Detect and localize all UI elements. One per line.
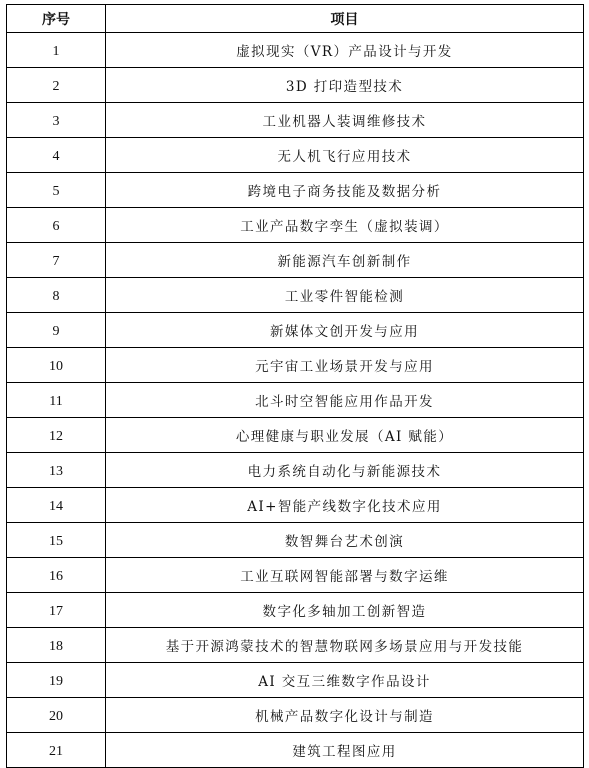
table-row <box>7 453 584 488</box>
row-number: 16 <box>7 558 106 593</box>
row-number: 14 <box>7 488 106 523</box>
row-number: 8 <box>7 278 106 313</box>
row-project-name: 跨境电子商务技能及数据分析 <box>106 173 584 208</box>
table-row <box>7 488 584 523</box>
row-number: 10 <box>7 348 106 383</box>
row-project-name: 基于开源鸿蒙技术的智慧物联网多场景应用与开发技能 <box>106 628 584 663</box>
row-project-name: 建筑工程图应用 <box>106 733 584 768</box>
row-project-name: 工业零件智能检测 <box>106 278 584 313</box>
row-project-name: 工业互联网智能部署与数字运维 <box>106 558 584 593</box>
row-project-name: AI+智能产线数字化技术应用 <box>106 488 584 523</box>
row-project-name: 电力系统自动化与新能源技术 <box>106 453 584 488</box>
table-row <box>7 208 584 243</box>
table-row <box>7 243 584 278</box>
header-project: 项目 <box>106 5 584 33</box>
row-number: 3 <box>7 103 106 138</box>
row-number: 11 <box>7 383 106 418</box>
row-project-name: 3D 打印造型技术 <box>106 68 584 103</box>
table-row <box>7 663 584 698</box>
row-number: 13 <box>7 453 106 488</box>
table-row <box>7 173 584 208</box>
row-project-name: 北斗时空智能应用作品开发 <box>106 383 584 418</box>
row-project-name: 心理健康与职业发展（AI 赋能） <box>106 418 584 453</box>
row-project-name: AI 交互三维数字作品设计 <box>106 663 584 698</box>
table-row <box>7 418 584 453</box>
row-project-name: 无人机飞行应用技术 <box>106 138 584 173</box>
row-project-name: 新媒体文创开发与应用 <box>106 313 584 348</box>
row-number: 18 <box>7 628 106 663</box>
row-project-name: 机械产品数字化设计与制造 <box>106 698 584 733</box>
row-number: 21 <box>7 733 106 768</box>
table-row <box>7 593 584 628</box>
row-number: 1 <box>7 33 106 68</box>
table-row <box>7 558 584 593</box>
table-row <box>7 348 584 383</box>
row-number: 7 <box>7 243 106 278</box>
table-row <box>7 628 584 663</box>
table-row <box>7 103 584 138</box>
row-project-name: 数智舞台艺术创演 <box>106 523 584 558</box>
project-table <box>6 4 584 768</box>
row-number: 12 <box>7 418 106 453</box>
row-number: 17 <box>7 593 106 628</box>
table-row <box>7 33 584 68</box>
table-row <box>7 138 584 173</box>
table-row <box>7 733 584 768</box>
table-row <box>7 278 584 313</box>
row-project-name: 工业机器人装调维修技术 <box>106 103 584 138</box>
row-number: 6 <box>7 208 106 243</box>
row-number: 9 <box>7 313 106 348</box>
table-row <box>7 313 584 348</box>
row-project-name: 数字化多轴加工创新智造 <box>106 593 584 628</box>
row-number: 4 <box>7 138 106 173</box>
row-project-name: 元宇宙工业场景开发与应用 <box>106 348 584 383</box>
row-number: 5 <box>7 173 106 208</box>
table-row <box>7 698 584 733</box>
row-project-name: 新能源汽车创新制作 <box>106 243 584 278</box>
table-row <box>7 68 584 103</box>
row-number: 2 <box>7 68 106 103</box>
row-project-name: 工业产品数字孪生（虚拟装调） <box>106 208 584 243</box>
row-project-name: 虚拟现实（VR）产品设计与开发 <box>106 33 584 68</box>
table-row <box>7 523 584 558</box>
header-serial-number: 序号 <box>7 5 106 33</box>
table-row <box>7 383 584 418</box>
row-number: 20 <box>7 698 106 733</box>
row-number: 15 <box>7 523 106 558</box>
table-header-row <box>7 5 584 33</box>
row-number: 19 <box>7 663 106 698</box>
